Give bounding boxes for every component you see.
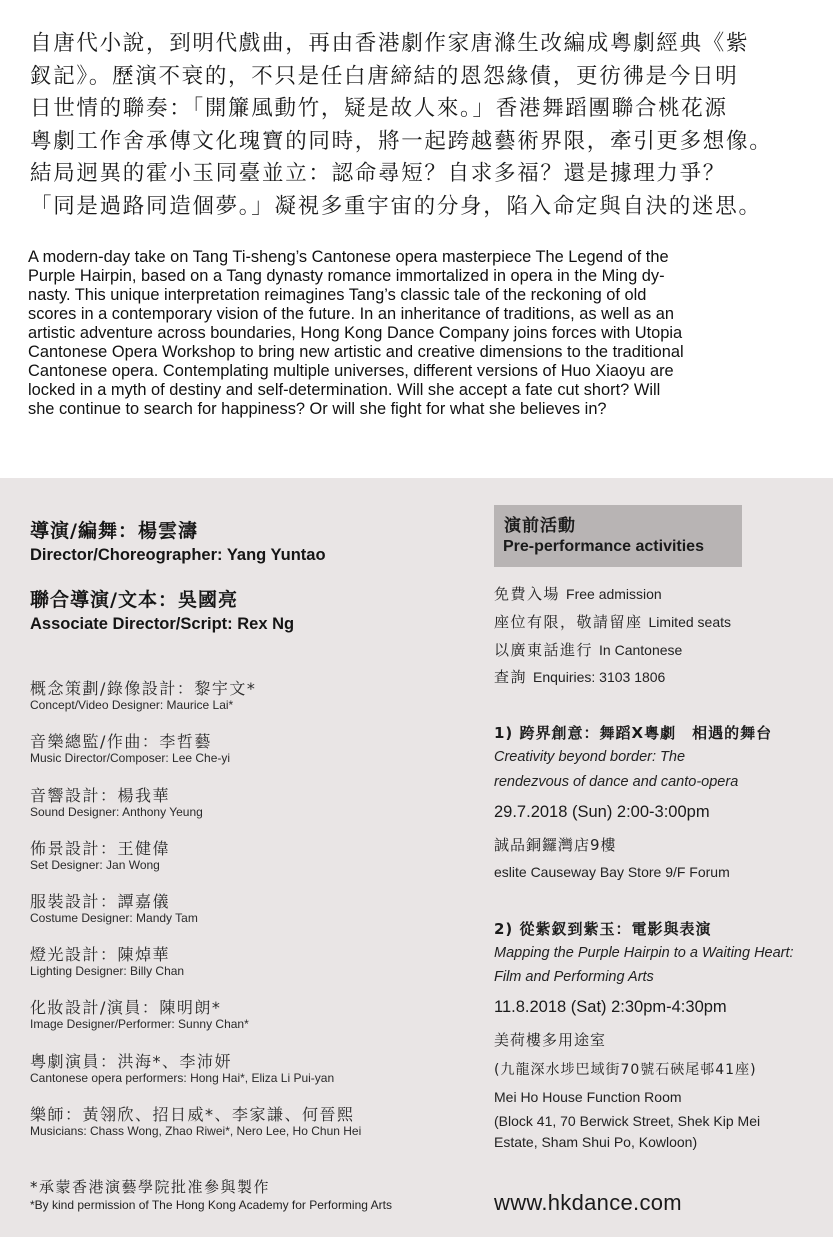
activity-1-venue-zh: 誠品銅鑼灣店9樓 xyxy=(494,836,617,854)
credit-en: Concept/Video Designer: Maurice Lai* xyxy=(30,698,234,712)
credit-en: Image Designer/Performer: Sunny Chan* xyxy=(30,1017,249,1031)
credit-zh: 音樂總監/作曲：李哲藝 xyxy=(30,732,212,751)
footnote-en: *By kind permission of The Hong Kong Academy for Performing Arts xyxy=(30,1198,392,1212)
activity-1-date: 29.7.2018 (Sun) 2:00-3:00pm xyxy=(494,803,710,821)
activity-2-title-en: Mapping the Purple Hairpin to a Waiting Heart: xyxy=(494,945,794,961)
synopsis-en-line: scores in a contemporary vision of the future. In an inheritance of traditions, as well as an xyxy=(28,305,674,323)
info-en: Limited seats xyxy=(648,614,731,630)
info-en: Free admission xyxy=(566,586,662,602)
synopsis-zh-line: 自唐代小說，到明代戲曲，再由香港劇作家唐滌生改編成粵劇經典《紫 xyxy=(30,31,750,56)
chinese-synopsis xyxy=(30,28,820,223)
footnote-zh: *承蒙香港演藝學院批准參與製作 xyxy=(30,1178,271,1196)
associate-director-zh: 聯合導演/文本：吳國亮 xyxy=(30,589,238,611)
english-synopsis xyxy=(28,248,828,419)
synopsis-zh-line: 釵記》。歷演不衰的，不只是任白唐締結的恩怨緣債，更彷彿是今日明 xyxy=(30,63,739,89)
activity-1-title-en: rendezvous of dance and canto-opera xyxy=(494,774,739,790)
info-zh: 查詢 xyxy=(494,668,528,686)
credit-en: Costume Designer: Mandy Tam xyxy=(30,911,198,925)
director-en: Director/Choreographer: Yang Yuntao xyxy=(30,546,326,564)
credit-en: Lighting Designer: Billy Chan xyxy=(30,964,185,978)
credit-zh: 音響設計：楊我華 xyxy=(30,786,171,805)
info-language xyxy=(494,639,682,660)
website-link[interactable]: www.hkdance.com xyxy=(494,1190,682,1215)
credit-en: Set Designer: Jan Wong xyxy=(30,858,160,872)
synopsis-en-line: she continue to search for happiness? Or will she fight for what she believes in? xyxy=(28,400,607,418)
credit-zh: 化妝設計/演員：陳明朗* xyxy=(30,998,222,1017)
synopsis-en-line: A modern-day take on Tang Ti-sheng’s Cantonese opera masterpiece The Legend of the xyxy=(28,248,669,266)
credit-zh: 燈光設計：陳焯華 xyxy=(30,945,171,964)
credit-en: Musicians: Chass Wong, Zhao Riwei*, Nero Lee, Ho Chun Hei xyxy=(30,1124,362,1138)
info-zh: 免費入場 xyxy=(494,585,561,603)
activity-1-title-en: Creativity beyond border: The xyxy=(494,749,686,765)
synopsis-zh-line: 結局迥異的霍小玉同臺並立：認命尋短？自求多福？還是據理力爭？ xyxy=(30,161,727,186)
intro-panel xyxy=(0,0,833,478)
activity-2-venue-en: Mei Ho House Function Room xyxy=(494,1089,682,1105)
director-zh: 導演/編舞：楊雲濤 xyxy=(30,520,198,542)
pre-performance-title-zh: 演前活動 xyxy=(504,516,576,536)
credit-zh: 概念策劃/錄像設計：黎宇文* xyxy=(30,679,257,698)
activity-2-venue-zh: 美荷樓多用途室 xyxy=(494,1031,607,1049)
synopsis-zh-line: 「同是過路同造個夢。」凝視多重宇宙的分身，陷入命定與自決的迷思。 xyxy=(30,193,762,219)
activity-2-date: 11.8.2018 (Sat) 2:30pm-4:30pm xyxy=(494,998,727,1016)
info-en: In Cantonese xyxy=(599,642,683,658)
associate-director-en: Associate Director/Script: Rex Ng xyxy=(30,615,295,633)
synopsis-en-line: artistic adventure across boundaries, Hong Kong Dance Company joins forces with Utopia xyxy=(28,324,683,342)
synopsis-en-line: Cantonese Opera Workshop to bring new artistic and creative dimensions to the traditional xyxy=(28,343,684,361)
pre-performance-title-en: Pre-performance activities xyxy=(503,538,704,555)
info-zh: 以廣東話進行 xyxy=(494,641,594,659)
activity-2-address-zh: (九龍深水埗巴域街70號石硤尾邨41座) xyxy=(494,1062,757,1078)
synopsis-en-line: nasty. This unique interpretation reimagines Tang’s classic tale of the reckoning of old xyxy=(28,286,647,304)
synopsis-zh-line: 粵劇工作舍承傳文化瑰寶的同時，將一起跨越藝術界限，牽引更多想像。 xyxy=(30,128,773,154)
credit-zh: 服裝設計：譚嘉儀 xyxy=(30,892,171,911)
info-en: Enquiries: 3103 1806 xyxy=(533,669,666,685)
info-admission xyxy=(494,583,662,604)
activity-2-title-zh: 2) 從紫釵到紫玉：電影與表演 xyxy=(494,920,712,938)
info-enquiries xyxy=(494,666,665,687)
synopsis-zh-line: 日世情的聯奏：「開簾風動竹，疑是故人來。」香港舞蹈團聯合桃花源 xyxy=(30,96,728,121)
info-zh: 座位有限，敬請留座 xyxy=(494,613,643,631)
activity-1-venue-en: eslite Causeway Bay Store 9/F Forum xyxy=(494,864,730,880)
activity-2-address-en: (Block 41, 70 Berwick Street, Shek Kip Mei xyxy=(494,1113,761,1129)
pre-performance-header xyxy=(494,505,742,567)
synopsis-en-line: locked in a myth of destiny and self-determination. Will she accept a fate cut short? Will xyxy=(28,381,661,399)
synopsis-en-line: Cantonese opera. Contemplating multiple universes, different versions of Huo Xiaoyu are xyxy=(28,362,674,380)
credit-en: Cantonese opera performers: Hong Hai*, Eliza Li Pui-yan xyxy=(30,1071,335,1085)
credit-en: Sound Designer: Anthony Yeung xyxy=(30,805,203,819)
synopsis-en-line: Purple Hairpin, based on a Tang dynasty romance immortalized in opera in the Ming dy- xyxy=(28,267,665,285)
activity-2-title-en: Film and Performing Arts xyxy=(494,969,654,985)
credit-zh: 佈景設計：王健偉 xyxy=(30,839,171,858)
credit-zh: 樂師：黃翎欣、招日威*、李家謙、何晉熙 xyxy=(30,1105,355,1124)
activity-1-title-zh: 1) 跨界創意：舞蹈X粵劇 相遇的舞台 xyxy=(494,724,773,742)
info-seats xyxy=(494,611,731,632)
credit-zh: 粵劇演員：洪海*、李沛妍 xyxy=(30,1052,233,1071)
activity-2-address-en: Estate, Sham Shui Po, Kowloon) xyxy=(494,1134,698,1150)
credit-en: Music Director/Composer: Lee Che-yi xyxy=(30,751,231,765)
